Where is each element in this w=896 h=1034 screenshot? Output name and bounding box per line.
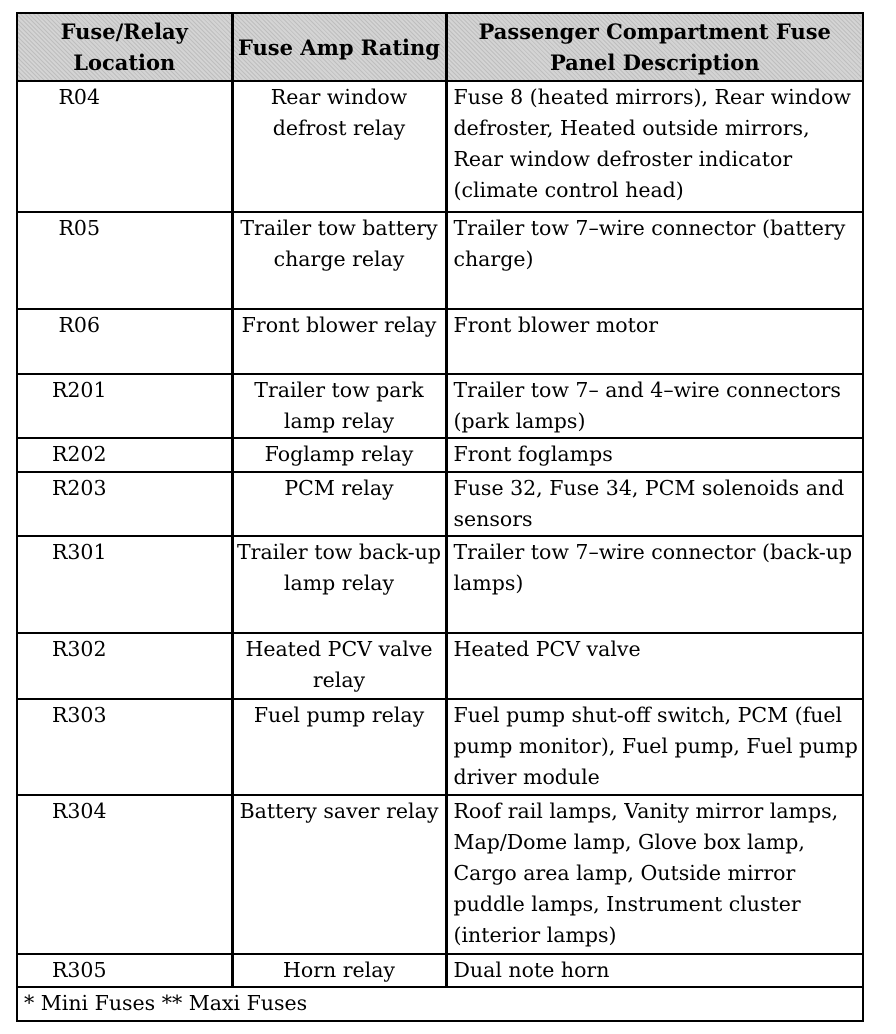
- cell-rating: Trailer tow park lamp relay: [232, 374, 446, 438]
- cell-location: R05: [17, 212, 232, 309]
- cell-rating: Trailer tow battery charge relay: [232, 212, 446, 309]
- cell-description: Fuel pump shut-off switch, PCM (fuel pump monitor), Fuel pump, Fuel pump driver module: [446, 699, 863, 795]
- cell-location: R06: [17, 309, 232, 374]
- cell-rating: Battery saver relay: [232, 795, 446, 954]
- cell-description: Fuse 32, Fuse 34, PCM solenoids and sensors: [446, 472, 863, 536]
- cell-rating: Fuel pump relay: [232, 699, 446, 795]
- cell-location: R202: [17, 438, 232, 472]
- footnote: * Mini Fuses ** Maxi Fuses: [17, 987, 863, 1021]
- table-row: [17, 81, 863, 212]
- cell-rating: PCM relay: [232, 472, 446, 536]
- table-row: [17, 633, 863, 699]
- cell-rating: Horn relay: [232, 954, 446, 987]
- cell-rating: Front blower relay: [232, 309, 446, 374]
- cell-rating: Heated PCV valve relay: [232, 633, 446, 699]
- header-rating: Fuse Amp Rating: [232, 13, 446, 81]
- table-row: [17, 374, 863, 438]
- cell-rating: Trailer tow back-up lamp relay: [232, 536, 446, 633]
- cell-location: R203: [17, 472, 232, 536]
- cell-rating: Foglamp relay: [232, 438, 446, 472]
- table-row: [17, 309, 863, 374]
- fuse-relay-table: [16, 12, 864, 1022]
- cell-description: Dual note horn: [446, 954, 863, 987]
- cell-location: R04: [17, 81, 232, 212]
- header-location: Fuse/Relay Location: [17, 13, 232, 81]
- cell-location: R302: [17, 633, 232, 699]
- cell-description: Trailer tow 7– and 4–wire connectors (park lamps): [446, 374, 863, 438]
- cell-location: R304: [17, 795, 232, 954]
- table-row: [17, 699, 863, 795]
- cell-description: Fuse 8 (heated mirrors), Rear window defroster, Heated outside mirrors, Rear window defroster indicator (climate control head): [446, 81, 863, 212]
- cell-rating: Rear window defrost relay: [232, 81, 446, 212]
- footnote-row: [17, 987, 863, 1021]
- cell-description: Front blower motor: [446, 309, 863, 374]
- cell-description: Trailer tow 7–wire connector (battery charge): [446, 212, 863, 309]
- table-row: [17, 212, 863, 309]
- cell-description: Roof rail lamps, Vanity mirror lamps, Map/Dome lamp, Glove box lamp, Cargo area lamp, Outside mirror puddle lamps, Instrument cluster (interior lamps): [446, 795, 863, 954]
- cell-location: R301: [17, 536, 232, 633]
- table-header-row: [17, 13, 863, 81]
- table-row: [17, 536, 863, 633]
- cell-description: Front foglamps: [446, 438, 863, 472]
- cell-location: R305: [17, 954, 232, 987]
- cell-location: R303: [17, 699, 232, 795]
- cell-location: R201: [17, 374, 232, 438]
- cell-description: Trailer tow 7–wire connector (back-up lamps): [446, 536, 863, 633]
- cell-description: Heated PCV valve: [446, 633, 863, 699]
- table-row: [17, 472, 863, 536]
- table-row: [17, 795, 863, 954]
- table-row: [17, 438, 863, 472]
- table-row: [17, 954, 863, 987]
- header-description: Passenger Compartment Fuse Panel Description: [446, 13, 863, 81]
